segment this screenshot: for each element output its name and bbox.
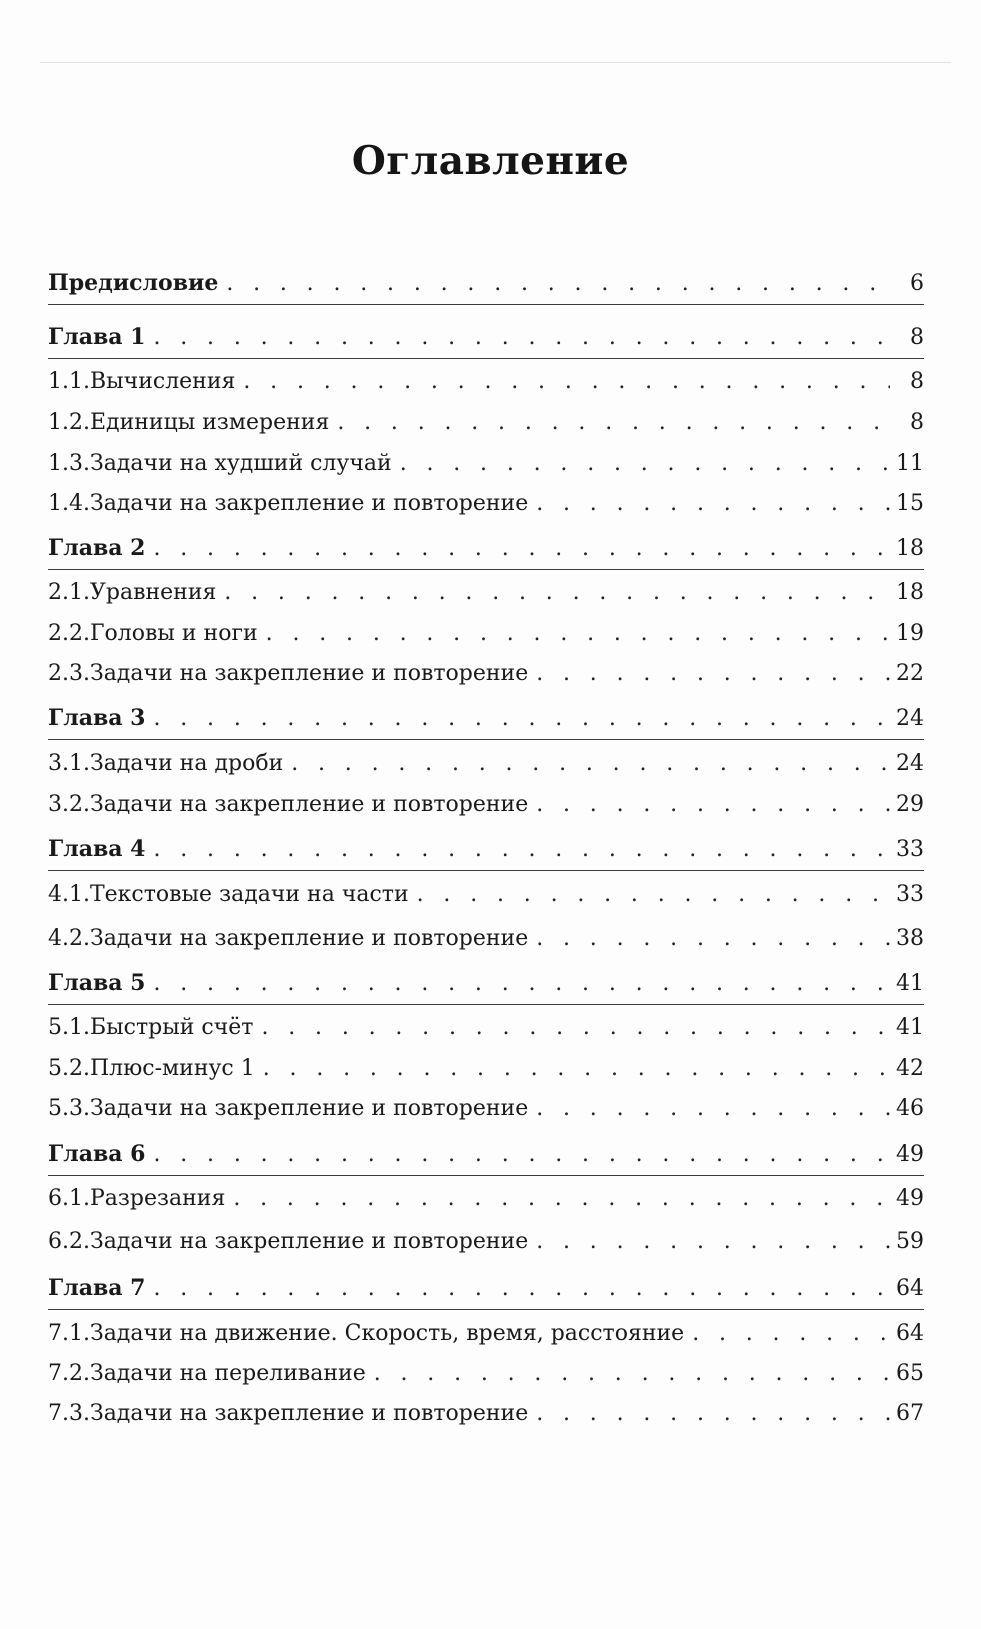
toc-entry-label: Задачи на дроби — [89, 751, 284, 776]
dot-leader — [233, 1184, 890, 1214]
dot-leader — [536, 790, 890, 820]
toc-entry-label: Глава 2 — [48, 535, 146, 561]
toc-entry-label: Плюс-минус 1 — [89, 1056, 255, 1081]
dot-leader — [224, 578, 890, 608]
toc-chapter-entry — [48, 1273, 924, 1303]
toc-entry-label: Задачи на переливание — [89, 1361, 366, 1386]
dot-leader — [417, 880, 890, 910]
toc-page-number: 6 — [910, 271, 924, 296]
dot-leader — [374, 1359, 890, 1389]
toc-section-entry — [48, 367, 924, 397]
toc-entry-number: 1.4. — [48, 491, 90, 516]
dot-leader — [153, 1140, 890, 1170]
toc-section-entry — [48, 1054, 924, 1084]
toc-page-number: 8 — [910, 325, 924, 350]
toc-entry-label: Задачи на закрепление и повторение — [89, 792, 529, 817]
dot-leader — [261, 1013, 890, 1043]
toc-section-entry — [48, 1184, 924, 1214]
toc-entry-label: Глава 6 — [48, 1141, 146, 1167]
toc-entry-label: Задачи на худший случай — [89, 451, 392, 476]
toc-entry-number: 2.1. — [48, 580, 90, 605]
toc-entry-label: Глава 3 — [48, 705, 146, 731]
toc-section-entry — [48, 408, 924, 438]
toc-entry-label: Глава 1 — [48, 324, 146, 350]
dot-leader — [337, 408, 890, 438]
toc-entry-label: Головы и ноги — [89, 621, 258, 646]
toc-section-entry — [48, 619, 924, 649]
toc-page-number: 15 — [896, 491, 924, 516]
toc-entry-number: 3.1. — [48, 751, 90, 776]
toc-section-entry — [48, 1359, 924, 1389]
dot-leader — [263, 1054, 890, 1084]
toc-entry-number: 3.2. — [48, 792, 90, 817]
dot-leader — [536, 1227, 890, 1257]
toc-entry-label: Вычисления — [89, 369, 236, 394]
dot-leader — [153, 969, 890, 999]
toc-entry-label: Уравнения — [89, 580, 217, 605]
toc-chapter-entry — [48, 1139, 924, 1169]
toc-entry-number: 4.1. — [48, 882, 90, 907]
toc-page-number: 33 — [896, 882, 924, 907]
toc-entry-number: 5.2. — [48, 1056, 90, 1081]
toc-page-number: 46 — [896, 1096, 924, 1121]
toc-section-entry — [48, 1227, 924, 1257]
toc-section-entry — [48, 659, 924, 689]
toc-section-entry — [48, 1013, 924, 1043]
toc-page-number: 49 — [896, 1142, 924, 1167]
toc-page-number: 11 — [896, 451, 924, 476]
toc-page-number: 22 — [896, 661, 924, 686]
toc-section-entry — [48, 749, 924, 779]
page-title: Оглавление — [351, 138, 630, 184]
toc-entry-label: Глава 7 — [48, 1275, 146, 1301]
toc-section-entry — [48, 1094, 924, 1124]
toc-entry-label: Предисловие — [48, 270, 219, 296]
toc-chapter-entry — [48, 533, 924, 563]
toc-entry-number: 1.3. — [48, 451, 90, 476]
toc-page-number: 38 — [896, 926, 924, 951]
dot-leader — [153, 534, 890, 564]
toc-section-entry — [48, 924, 924, 954]
toc-entry-number: 6.1. — [48, 1186, 90, 1211]
toc-chapter-entry — [48, 268, 924, 298]
toc-entry-label: Задачи на движение. Скорость, время, расстояние — [89, 1321, 685, 1346]
dot-leader — [536, 489, 890, 519]
dot-leader — [243, 367, 890, 397]
toc-section-entry — [48, 790, 924, 820]
toc-page-number: 8 — [910, 410, 924, 435]
toc-page-number: 8 — [910, 369, 924, 394]
toc-page-number: 18 — [896, 580, 924, 605]
toc-entry-label: Задачи на закрепление и повторение — [89, 491, 529, 516]
dot-leader — [153, 704, 890, 734]
toc-entry-number: 7.1. — [48, 1321, 90, 1346]
toc-chapter-entry — [48, 834, 924, 864]
toc-section-entry — [48, 1399, 924, 1429]
toc-chapter-entry — [48, 703, 924, 733]
toc-entry-label: Задачи на закрепление и повторение — [89, 1401, 529, 1426]
dot-leader — [692, 1319, 890, 1349]
toc-entry-number: 2.3. — [48, 661, 90, 686]
toc-page-number: 24 — [896, 751, 924, 776]
toc-entry-number: 6.2. — [48, 1229, 90, 1254]
toc-entry-number: 5.1. — [48, 1015, 90, 1040]
toc-entry-number: 2.2. — [48, 621, 90, 646]
dot-leader — [400, 449, 890, 479]
dot-leader — [536, 924, 890, 954]
toc-entry-label: Разрезания — [89, 1186, 226, 1211]
toc-section-entry — [48, 449, 924, 479]
toc-page-number: 64 — [896, 1321, 924, 1346]
toc-entry-number: 1.1. — [48, 369, 90, 394]
toc-entry-number: 7.3. — [48, 1401, 90, 1426]
toc-entry-number: 7.2. — [48, 1361, 90, 1386]
toc-entry-label: Текстовые задачи на части — [89, 882, 409, 907]
toc-section-entry — [48, 880, 924, 910]
toc-page-number: 64 — [896, 1276, 924, 1301]
dot-leader — [153, 323, 890, 353]
bleed-through-rule — [40, 62, 951, 63]
dot-leader — [536, 659, 890, 689]
toc-entry-label: Единицы измерения — [89, 410, 330, 435]
toc-chapter-entry — [48, 322, 924, 352]
toc-entry-label: Задачи на закрепление и повторение — [89, 661, 529, 686]
toc-page-number: 49 — [896, 1186, 924, 1211]
dot-leader — [291, 749, 890, 779]
toc-entry-label: Быстрый счёт — [89, 1015, 254, 1040]
toc-section-entry — [48, 1319, 924, 1349]
toc-page-number: 59 — [896, 1229, 924, 1254]
dot-leader — [153, 835, 890, 865]
toc-entry-label: Задачи на закрепление и повторение — [89, 1096, 529, 1121]
dot-leader — [536, 1399, 890, 1429]
toc-page-number: 33 — [896, 837, 924, 862]
toc-entry-number: 4.2. — [48, 926, 90, 951]
toc-page-number: 67 — [896, 1401, 924, 1426]
toc-page-number: 29 — [896, 792, 924, 817]
dot-leader — [153, 1274, 890, 1304]
toc-chapter-entry — [48, 968, 924, 998]
dot-leader — [226, 269, 890, 299]
toc-page-number: 19 — [896, 621, 924, 646]
toc-page-number: 24 — [896, 706, 924, 731]
toc-entry-label: Глава 5 — [48, 970, 146, 996]
dot-leader — [266, 619, 890, 649]
dot-leader — [536, 1094, 890, 1124]
toc-section-entry — [48, 489, 924, 519]
toc-page-number: 41 — [896, 1015, 924, 1040]
toc-page-number: 65 — [896, 1361, 924, 1386]
toc-entry-label: Глава 4 — [48, 836, 146, 862]
toc-entry-label: Задачи на закрепление и повторение — [89, 1229, 529, 1254]
toc-section-entry — [48, 578, 924, 608]
toc-page-number: 41 — [896, 971, 924, 996]
toc-entry-label: Задачи на закрепление и повторение — [89, 926, 529, 951]
toc-page-number: 18 — [896, 536, 924, 561]
toc-page-number: 42 — [896, 1056, 924, 1081]
toc-entry-number: 1.2. — [48, 410, 90, 435]
toc-entry-number: 5.3. — [48, 1096, 90, 1121]
